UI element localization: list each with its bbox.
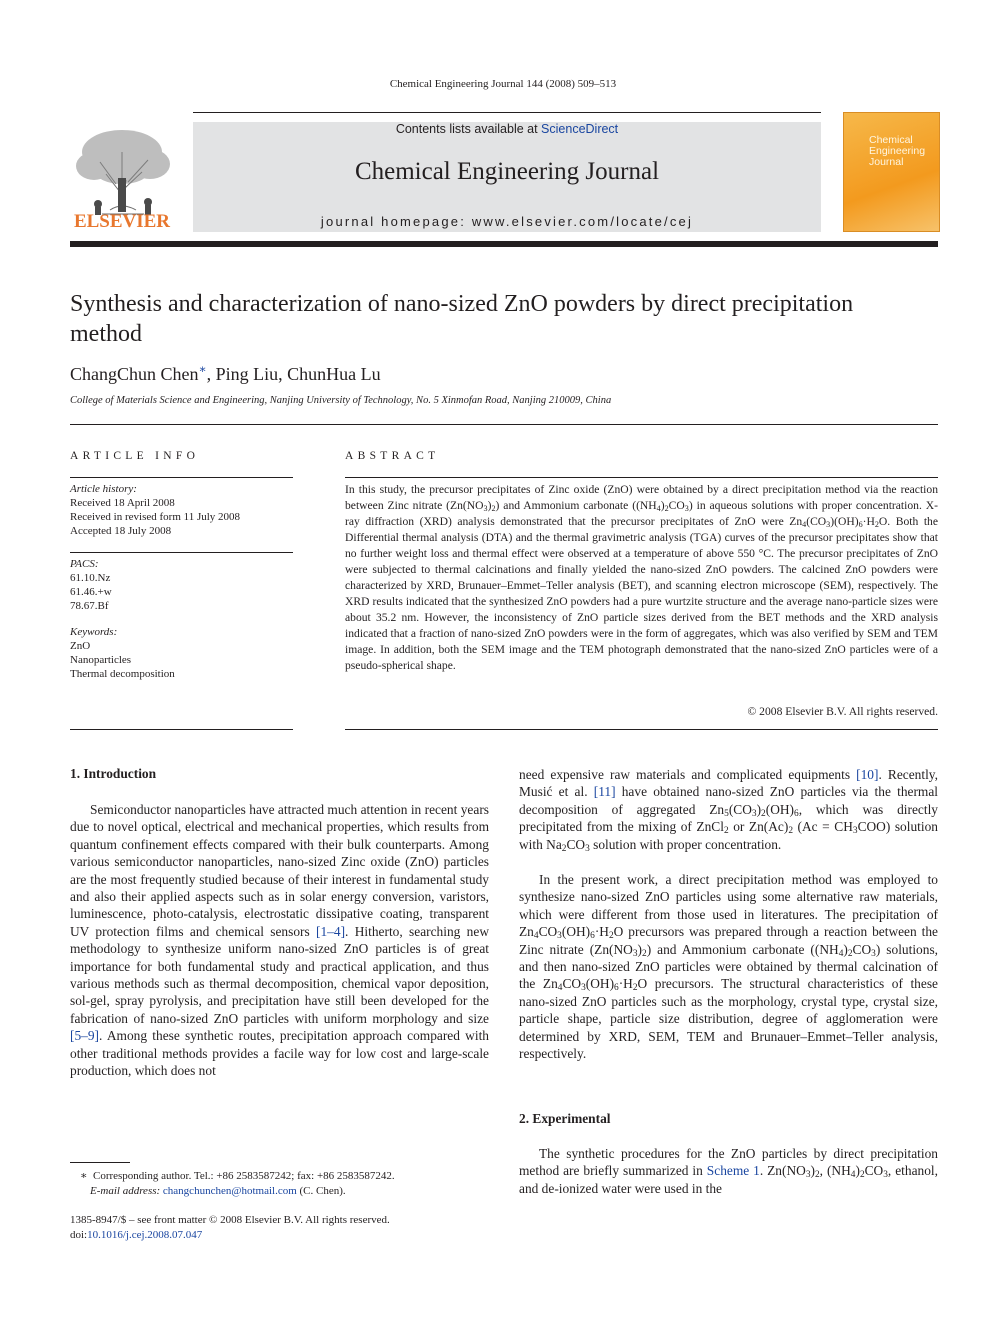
author-separator: , — [206, 364, 216, 384]
introduction-paragraph: In the present work, a direct precipitation method was employed to synthesize nano-sized ZnO particles using some alternative raw materials, which were different from those used in literatures. The precipitation of $Zn_4CO_3(OH)_6\cdot H_2O$ precursors was prepared through a reaction between the Zinc nitrate $(Zn(NO_3)_2)$ and Ammonium carbonate $((NH_4)_2CO_3)$ solutions, and then nano-sized ZnO particles were obtained by thermal calcination of the $Zn_4CO_3(OH)_6\cdot H_2O$ precursors. The structural characteristics of these nano-sized ZnO particles such as the morphology, crystal type, crystal size, particle shape, particle size distribution, degree of agglomeration were determined by XRD, SEM, TEM and Brunauer–Emmet–Teller analysis, respectively. — [519, 872, 938, 1062]
keywords-block — [70, 625, 293, 681]
abstract-text: In this study, the precursor precipitates of Zinc oxide (ZnO) were obtained by a direct precipitation method via the reaction between Zinc nitrate $(Zn(NO_3)_2)$ and Ammonium carbonate $((NH_4)_2CO_3)$ in aqueous solutions with proper concentration. X-ray diffraction (XRD) analysis demonstrated that the precursor precipitates of ZnO were $Zn_4(CO_3)(OH)_6\cdot H_2O$. Both the Differential thermal analysis (DTA) and the thermal gravimetric analysis (TGA) curves of the precursor precipitates show that no further weight loss and thermal effect were observed at a temperature of above 550 °C. The precursor precipitates of ZnO were subjected to thermal calcinations and finally yielded the nano-sized ZnO powders. The calcined ZnO powders were characterized by XRD, Brunauer–Emmet–Teller analysis (BET), and scanning electron microscope (SEM), respectively. The XRD results indicated that the synthesized ZnO powders had a pure wurtzite structure and the average nano-particle sizes were about 35.2 nm. However, the inconsistency of ZnO particle sizes derived from the BET methods and the XRD analysis indicated that a fraction of nano-sized ZnO powders were in the form of aggregates, which was also verified by SEM and TEM image. In addition, both the SEM image and the TEM photograph demonstrated that the nano-sized ZnO particles were of a pseudo-spherical shape. — [345, 483, 938, 672]
contents-prefix: Contents lists available at — [395, 122, 542, 136]
journal-name: Chemical Engineering Journal — [354, 158, 660, 185]
section-heading-experimental: 2. Experimental — [519, 1111, 611, 1126]
section-heading-introduction: 1. Introduction — [70, 766, 157, 781]
author-name: ChangChun Chen — [70, 364, 199, 384]
citation-link[interactable]: [5–9] — [70, 1028, 100, 1044]
contents-availability — [193, 122, 821, 136]
abstract-rule — [345, 477, 938, 478]
doi-line: doi:10.1016/j.cej.2008.07.047 — [70, 1229, 203, 1241]
issn-doi-block — [70, 1213, 570, 1243]
abstract-copyright: © 2008 Elsevier B.V. All rights reserved. — [747, 705, 938, 718]
homepage-prefix: journal homepage: — [320, 214, 472, 229]
citation-link[interactable]: [10] — [856, 767, 879, 782]
sciencedirect-link[interactable]: ScienceDirect — [541, 122, 619, 136]
footnote-email-line: E-mail address: changchunchen@hotmail.com (C. Chen). — [90, 1185, 346, 1197]
citation-link[interactable]: [11] — [593, 784, 616, 800]
pacs-item: 61.10.Nz — [70, 572, 111, 584]
keywords-label: Keywords: — [70, 626, 118, 638]
email-link[interactable]: changchunchen@hotmail.com — [162, 1185, 297, 1197]
header-top-rule — [193, 112, 821, 113]
history-item: Accepted 18 July 2008 — [70, 525, 172, 537]
article-info-heading: ARTICLE INFO — [70, 450, 200, 462]
article-info-rule — [70, 477, 293, 478]
doi-link[interactable]: 10.1016/j.cej.2008.07.047 — [87, 1229, 203, 1241]
author-name: Ping Liu — [215, 364, 279, 384]
abstract-heading: ABSTRACT — [345, 450, 440, 462]
article-history — [70, 482, 293, 538]
elsevier-wordmark: ELSEVIER — [73, 211, 171, 232]
journal-homepage — [193, 214, 821, 229]
author-list — [70, 362, 381, 385]
corresponding-author-mark[interactable]: ∗ — [198, 362, 207, 376]
pacs-item: 61.46.+w — [70, 586, 112, 598]
author-separator: , — [278, 364, 288, 384]
introduction-paragraph: Semiconductor nanoparticles have attracted much attention in recent years due to novel optical, electrical and mechanical properties, which results from quantum confinement effects compared with their bulk counterparts. Among various semiconductor nanoparticles, nano-sized Zinc oxide (ZnO) particles are the most frequently studied because of their interest in fundamental study and also their applied aspects such as in solar energy conversion, varistors, luminescence, photo-catalysis, electrostatic dissipative coating, transparent UV protection films and chemical sensors [1–4]. Hitherto, searching new methodology to synthesize uniform nano-sized ZnO particles is of great importance for both fundamental study and practical application, and thus various methods such as thermal decomposition, chemical vapor deposition, sol-gel, spray pyrolysis, and precipitation have still been developed for the fabrication of nano-sized ZnO particles with uniform morphology and size [5–9]. Among these synthetic routes, precipitation approach compared with other traditional methods provides a facile way for low cost and large-scale production, which does not — [70, 802, 489, 1079]
homepage-link[interactable]: www.elsevier.com/locate/cej — [471, 214, 694, 229]
article-info-rule — [70, 729, 293, 730]
journal-cover-thumbnail — [843, 112, 940, 232]
header-bottom-rule — [70, 241, 938, 247]
experimental-paragraph: The synthetic procedures for the ZnO particles by direct precipitation method are briefly summarized in Scheme 1. $Zn(NO_3)_2$, $(NH_4)_2CO_3$, ethanol, and de-ionized water were used in the — [519, 1146, 938, 1196]
journal-reference: Chemical Engineering Journal 144 (2008) 509–513 — [389, 78, 617, 90]
keyword: ZnO — [70, 640, 91, 652]
keyword: Nanoparticles — [70, 654, 132, 666]
pacs-item: 78.67.Bf — [70, 600, 109, 612]
affiliation-rule — [70, 424, 938, 425]
history-item: Received 18 April 2008 — [70, 497, 175, 509]
email-label: E-mail address: — [90, 1185, 161, 1197]
issn-line: 1385-8947/$ – see front matter © 2008 Elsevier B.V. All rights reserved. — [70, 1214, 390, 1226]
scheme-link[interactable]: Scheme 1 — [706, 1163, 760, 1179]
introduction-paragraph: need expensive raw materials and complicated equipments [10]. Recently, Musić et al. [11] have obtained nano-sized ZnO particles via the thermal decomposition of aggregated $Zn_5(CO_3)_2(OH)_6$, which was directly precipitated from the mixing of ZnCl$_2$ or $Zn(Ac)_2$ $(Ac = CH_3COO)$ solution with $Na_2CO_3$ solution with proper concentration. — [519, 767, 939, 854]
citation-link[interactable]: [1–4] — [316, 923, 346, 939]
history-label: Article history: — [70, 483, 137, 495]
pacs-label: PACS: — [70, 558, 99, 570]
keyword: Thermal decomposition — [70, 668, 175, 680]
article-info-rule — [70, 552, 293, 553]
footnote-rule — [70, 1162, 130, 1163]
author-name: ChunHua Lu — [287, 364, 381, 384]
history-item: Received in revised form 11 July 2008 — [70, 511, 241, 523]
footnote-line: ∗ Corresponding author. Tel.: +86 2583587242; fax: +86 2583587242. — [80, 1170, 395, 1182]
article-title: Synthesis and characterization of nano-sized ZnO powders by direct precipitation method — [70, 291, 854, 347]
corresponding-author-footnote — [70, 1169, 489, 1199]
footnote-mark: ∗ — [80, 1170, 88, 1182]
abstract-rule — [345, 729, 938, 730]
pacs-block — [70, 557, 293, 613]
affiliation: College of Materials Science and Engineering, Nanjing University of Technology, No. 5 Xinmofan Road, Nanjing 210009, China — [70, 395, 612, 406]
cover-title: Chemical Engineering Journal — [869, 134, 926, 168]
